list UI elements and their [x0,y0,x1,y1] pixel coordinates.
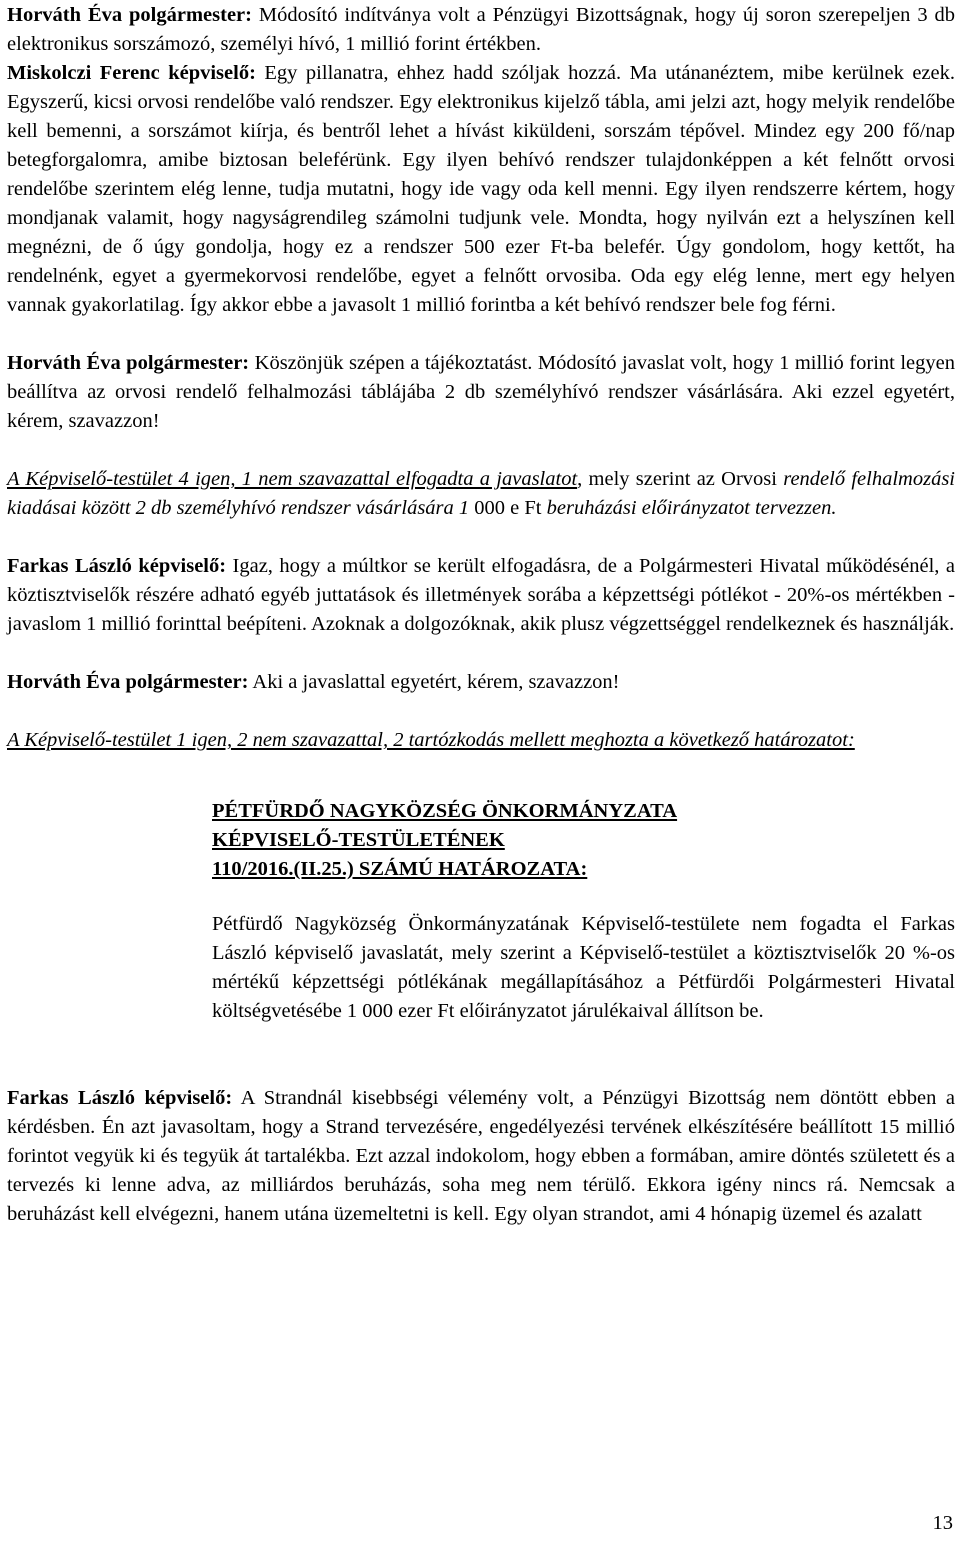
paragraph-farkas-1 [7,552,955,639]
paragraph-horvath-3 [7,668,955,697]
vote-result-underlined: A Képviselő-testület 4 igen, 1 nem szavazattal elfogadta a javaslatot [7,468,578,490]
paragraph-text: Igaz, hogy a múltkor se került elfogadásra, de a Polgármesteri Hivatal működésénél, a köztisztviselők részére adható egyéb juttatások és illetmények sorába a képzettségi pótlékot - 20%-os mértékben - javaslom 1 millió forinttal beépíteni. Azoknak a dolgozóknak, akik plusz végzettséggel rendelkeznek és használják. [7,555,955,635]
paragraph-text: Aki a javaslattal egyetért, kérem, szavazzon! [248,671,620,693]
resolution-body: Pétfürdő Nagyközség Önkormányzatának Képviselő-testülete nem fogadta el Farkas László képviselő javaslatát, mely szerint a Képviselő-testület a köztisztviselők 20 %-os mértékű képzettségi pótlékának megállapításához a Pétfürdői Polgármesteri Hivatal költségvetésébe 1 000 ezer Ft előirányzatot járulékaival állítson be. [212,913,955,1022]
resolution-heading-line-1: PÉTFÜRDŐ NAGYKÖZSÉG ÖNKORMÁNYZATA [212,800,678,822]
vote-result-text-2: 000 e Ft [469,497,547,519]
speaker-name: Horváth Éva polgármester: [7,352,250,374]
resolution-block [212,797,955,1026]
speaker-name: Farkas László képviselő: [7,1087,233,1109]
paragraph-text: Módosító indítványa volt a Pénzügyi Bizottságnak, hogy új soron szerepeljen 3 db elektronikus sorszámozó, személyi hívó, 1 millió forint értékben. [7,4,955,55]
resolution-heading [212,797,955,884]
resolution-heading-line-2: KÉPVISELŐ-TESTÜLETÉNEK [212,829,505,851]
paragraph-farkas-2 [7,1084,955,1229]
vote-result-italic: rendelő felhalmozási kiadásai között 2 db személyhívó rendszer vásárlására 1 [7,468,955,519]
speaker-name: Miskolczi Ferenc képviselő: [7,62,256,84]
document-page [7,1,955,1229]
paragraph-miskolczi [7,59,955,320]
vote-result-text: , mely szerint az Orvosi [577,468,784,490]
paragraph-text: A Strandnál kisebbségi vélemény volt, a Pénzügyi Bizottság nem döntött ebben a kérdésben. Én azt javasoltam, hogy a Strand tervezésére, engedélyezési tervének elkészítésére beállított 15 millió forintot vegyük ki és tegyük át tartalékba. Ezt azzal indokolom, hogy ebben a formában, amire döntés született és a tervezés ki lenne adva, az milliárdos beruházás, soha meg nem térülő. Ekkora igény nincs rá. Nemcsak a beruházást kell elvégezni, hanem utána üzemeltetni is kell. Egy olyan strandot, ami 4 hónapig üzemel és azalatt [7,1087,955,1225]
vote-result-2 [7,726,955,755]
resolution-heading-line-3: 110/2016.(II.25.) SZÁMÚ HATÁROZATA: [212,858,588,880]
paragraph-horvath-2 [7,349,955,436]
page-number: 13 [932,1512,953,1534]
speaker-name: Horváth Éva polgármester: [7,4,252,26]
vote-result-1 [7,465,955,523]
paragraph-text: Köszönjük szépen a tájékoztatást. Módosító javaslat volt, hogy 1 millió forint legyen beállítva az orvosi rendelő felhalmozási táblájába 2 db személyhívó rendszer vásárlására. Aki ezzel egyetért, kérem, szavazzon! [7,352,955,432]
paragraph-text: Egy pillanatra, ehhez hadd szóljak hozzá. Ma utánanéztem, mibe kerülnek ezek. Egyszerű, kicsi orvosi rendelőbe való rendszer. Egy elektronikus kijelző tábla, ami jelzi azt, hogy melyik rendelőbe kell bemenni, a sorszámot kiírja, és bentről lehet a hívást kiküldeni, sorszám tépővel. Mindez egy 200 fő/nap betegforgalomra, amibe biztosan beleférünk. Egy ilyen behívó rendszer tulajdonképpen a két felnőtt orvosi rendelőbe szerintem elég lenne, tudja mutatni, hogy ide vagy oda kell menni. Egy ilyen rendszerre kértem, hogy mondjanak valamit, hogy nagyságrendileg számolni tudjunk vele. Mondta, hogy nyilván ezt a helyszínen kell megnézni, de ő úgy gondolja, hogy ez a rendszer 500 ezer Ft-ba belefér. Úgy gondolom, hogy kettőt, ha rendelnénk, egyet a gyermekorvosi rendelőbe, egyet a felnőtt orvosiba. Oda egy elég lenne, mert egy helyen vannak gyakorlatilag. Így akkor ebbe a javasolt 1 millió forintba a két behívó rendszer bele fog férni. [7,62,955,316]
paragraph-horvath-1 [7,1,955,59]
speaker-name: Horváth Éva polgármester: [7,671,249,693]
speaker-name: Farkas László képviselő: [7,555,227,577]
vote-result-italic-2: beruházási előirányzatot tervezzen. [546,497,837,519]
vote-result-underlined: A Képviselő-testület 1 igen, 2 nem szavazattal, 2 tartózkodás mellett meghozta a következő határozatot: [7,729,855,751]
